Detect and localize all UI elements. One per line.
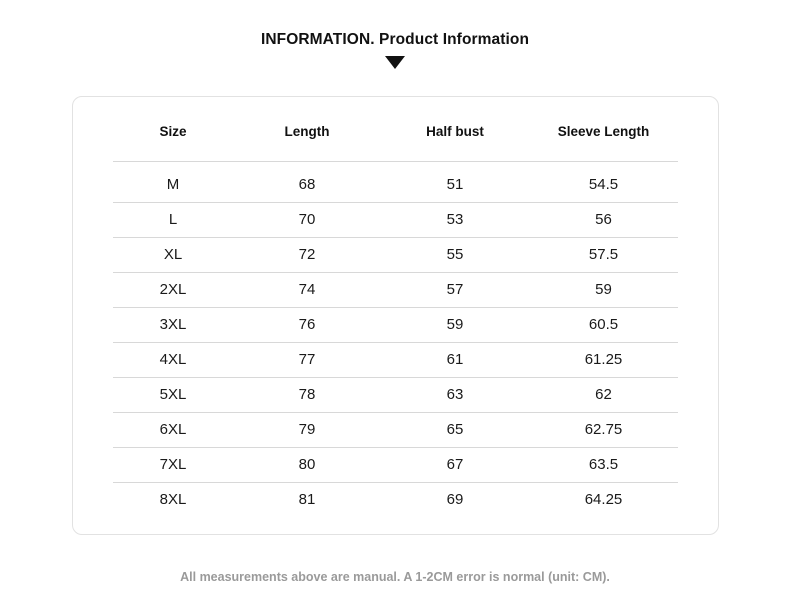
table-header [113,97,678,162]
triangle-down-icon-wrap [0,56,790,74]
cell-sleeve-length: 62 [529,377,678,412]
table-row [113,237,678,272]
column-header-size: Size [113,97,233,162]
table-row [113,482,678,517]
cell-sleeve-length: 63.5 [529,447,678,482]
measurement-note: All measurements above are manual. A 1-2CM error is normal (unit: CM). [180,570,610,584]
cell-half-bust: 67 [381,447,529,482]
cell-sleeve-length: 64.25 [584,491,623,508]
cell-half-bust: 53 [381,202,529,237]
table-header-row [113,97,678,162]
triangle-down-icon [385,56,405,69]
cell-size: 4XL [113,342,233,377]
cell-half-bust: 59 [381,307,529,342]
table-row [113,377,678,412]
cell-size: M [113,162,233,203]
cell-sleeve-length: 59 [529,272,678,307]
table-row [113,307,678,342]
cell-size: 3XL [113,307,233,342]
cell-half-bust: 63 [381,377,529,412]
page-title: INFORMATION. Product Information [260,31,530,48]
cell-half-bust: 55 [381,237,529,272]
table-body [113,162,678,517]
cell-sleeve-length: 54.5 [529,162,678,203]
cell-size: L [113,202,233,237]
cell-sleeve-length: 56 [529,202,678,237]
column-header-half-bust: Half bust [381,97,529,162]
cell-length: 80 [233,447,381,482]
column-header-length: Length [233,97,381,162]
cell-length: 72 [233,237,381,272]
table-row [113,202,678,237]
cell-length: 76 [233,307,381,342]
table-row [113,162,678,203]
cell-size: 6XL [113,412,233,447]
cell-sleeve-length: 62.75 [529,412,678,447]
cell-sleeve-length: 57.5 [529,237,678,272]
cell-length: 70 [233,202,381,237]
cell-length: 79 [233,412,381,447]
cell-sleeve-length: 60.5 [529,307,678,342]
table-row [113,447,678,482]
column-header-sleeve-length: Sleeve Length [529,97,678,162]
cell-length: 68 [233,162,381,203]
cell-size: 5XL [113,377,233,412]
cell-half-bust: 61 [381,342,529,377]
cell-length: 74 [233,272,381,307]
cell-half-bust: 65 [381,412,529,447]
cell-half-bust: 51 [381,162,529,203]
cell-length: 77 [233,342,381,377]
table-row [113,342,678,377]
cell-size: 2XL [113,272,233,307]
cell-length: 81 [298,491,316,508]
cell-half-bust: 69 [446,491,464,508]
cell-length: 78 [233,377,381,412]
size-table [113,97,678,517]
cell-size: 8XL [159,491,187,508]
cell-size: 7XL [113,447,233,482]
table-row [113,272,678,307]
cell-sleeve-length: 61.25 [529,342,678,377]
size-table-card [72,96,719,535]
cell-size: XL [113,237,233,272]
table-row [113,412,678,447]
cell-half-bust: 57 [381,272,529,307]
